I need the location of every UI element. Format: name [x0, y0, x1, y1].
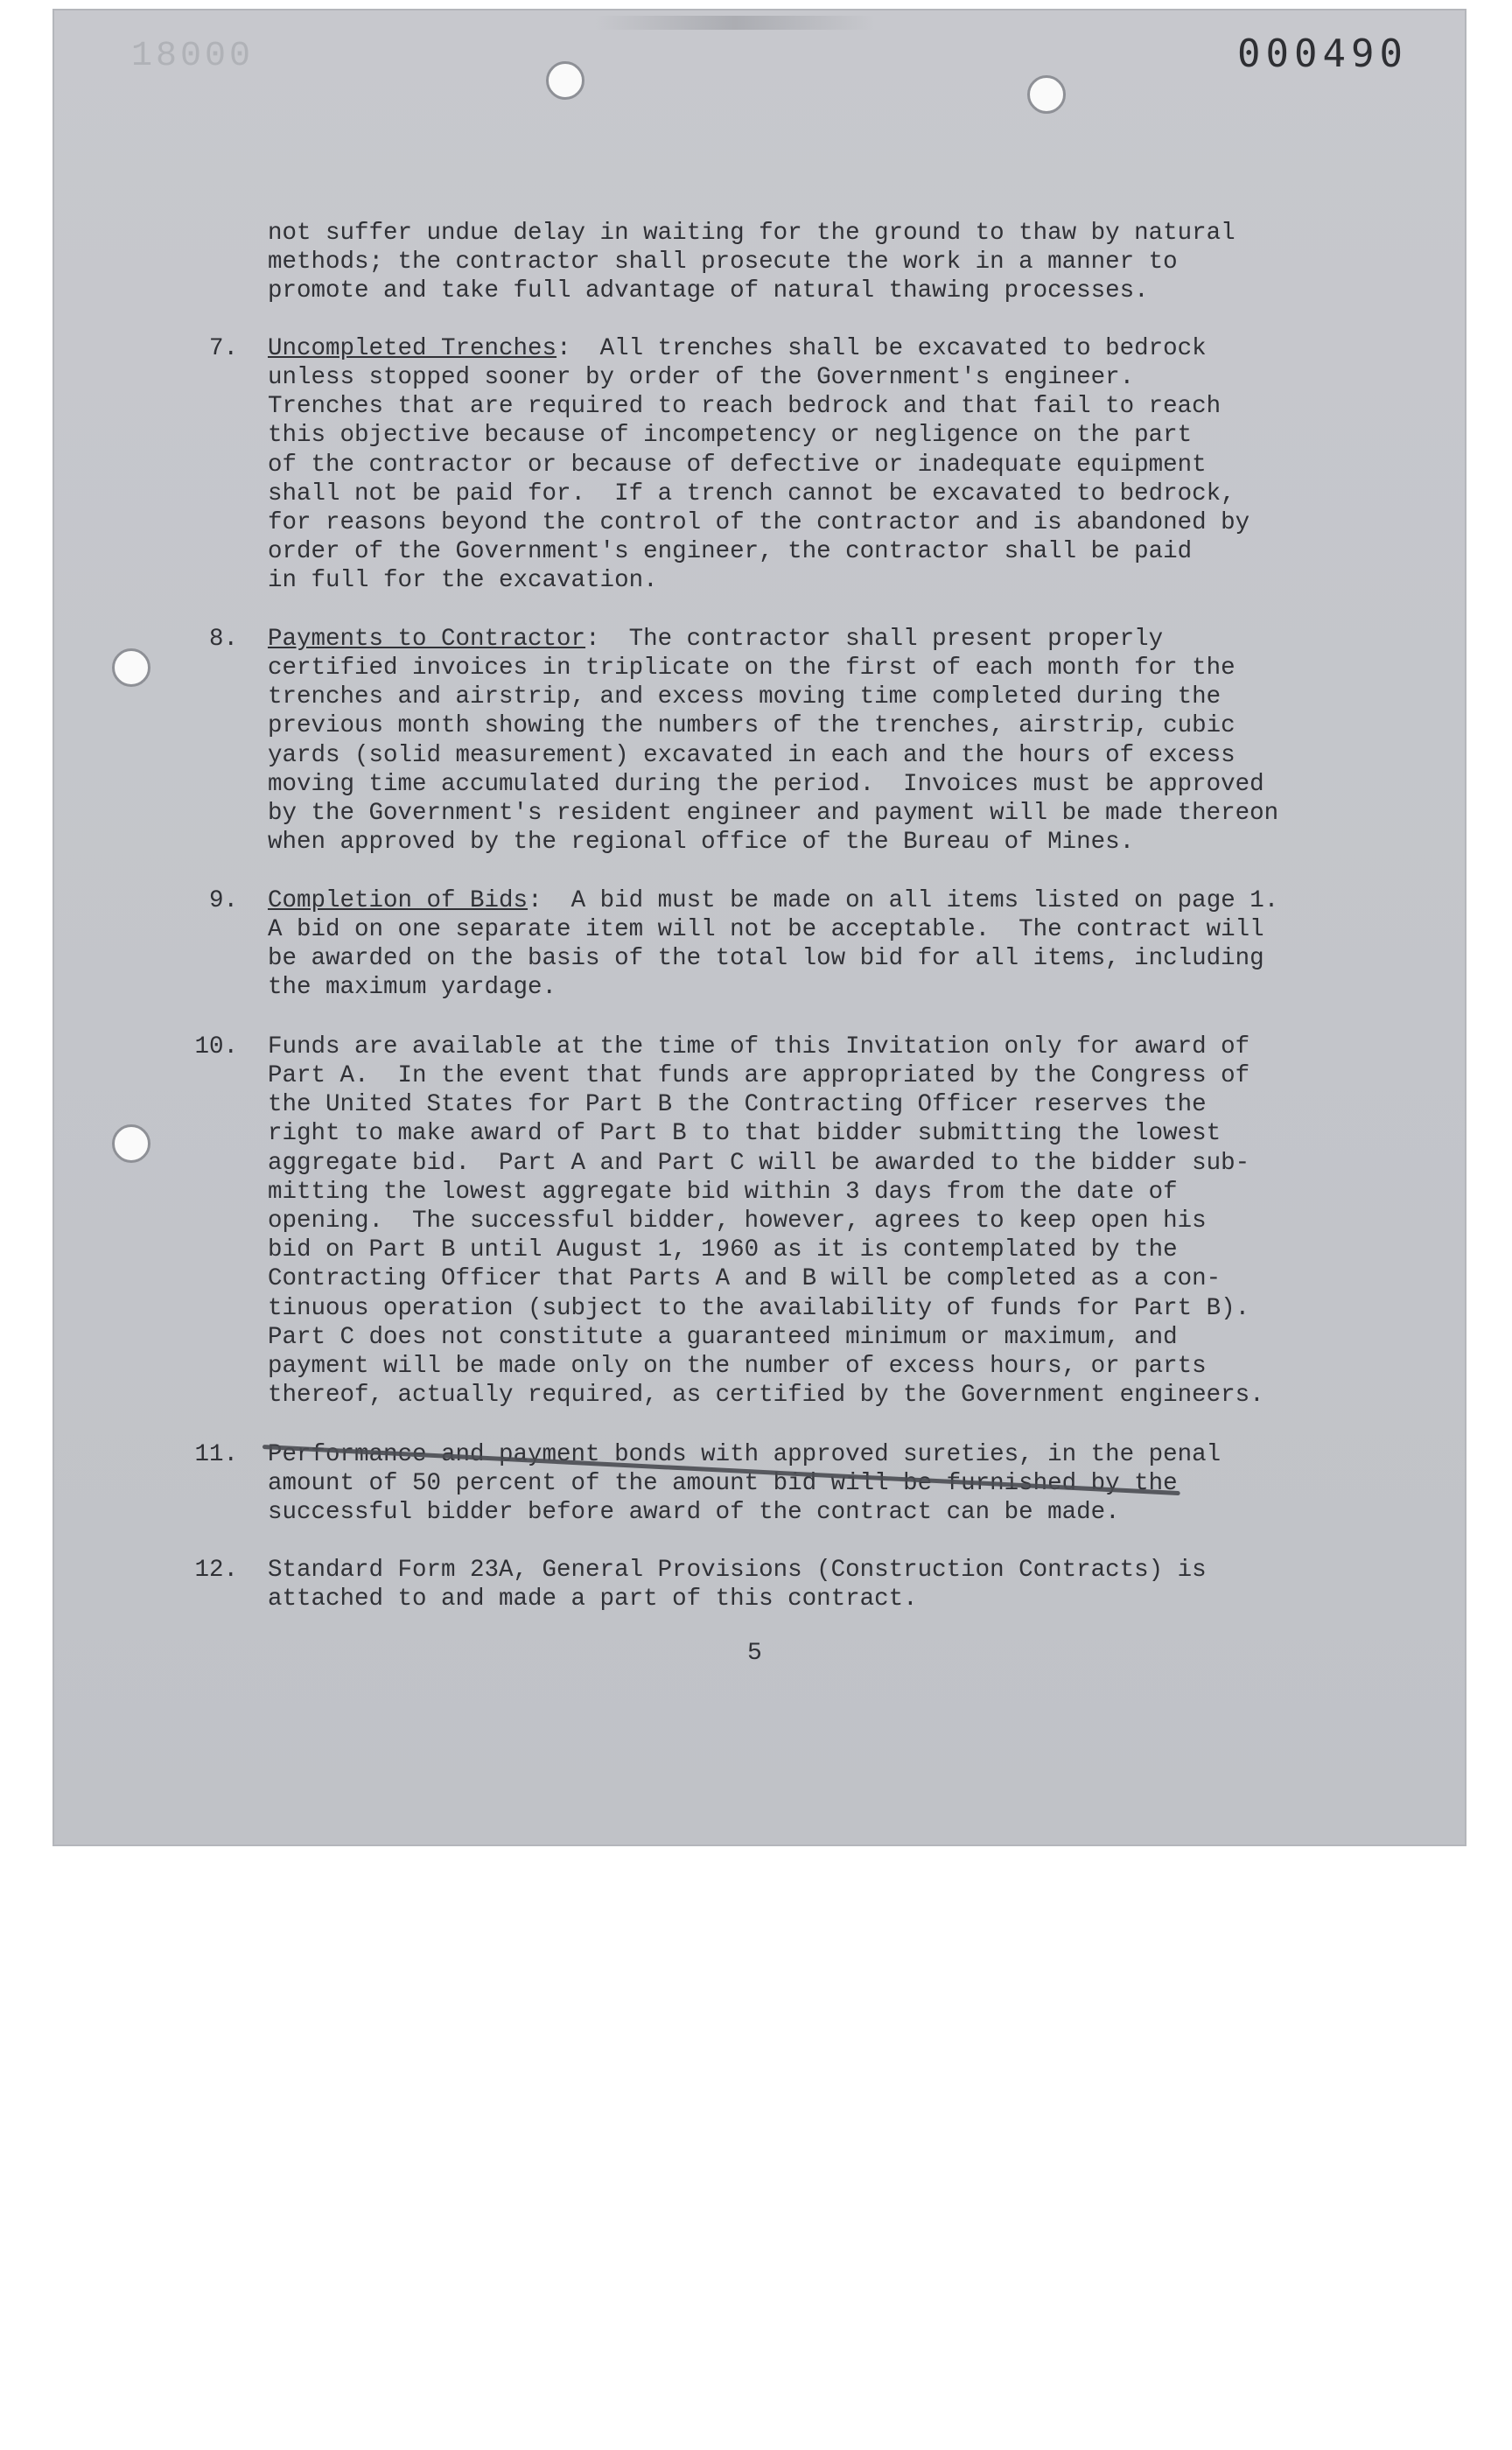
item-heading: Completion of Bids: [268, 887, 528, 914]
faint-stamp-mark: 18000: [131, 37, 255, 76]
scan-smudge: [595, 16, 875, 30]
item-first-line: Funds are available at the time of this Invitation only for award of: [268, 1033, 1250, 1060]
item-number: 7.: [208, 335, 238, 362]
item-first-line: [268, 625, 1335, 654]
item-first-line-text: : All trenches shall be excavated to bedrock: [556, 335, 1207, 362]
continuation-paragraph: not suffer undue delay in waiting for the ground to thaw by natural methods; the contractor shall prosecute the work in a manner to promote and take full advantage of natural thawing processes.: [268, 220, 1236, 305]
item-number: 8.: [208, 626, 238, 653]
item-body: attached to and made a part of this contract.: [268, 1586, 918, 1613]
item-number: 9.: [208, 887, 238, 914]
item-body: unless stopped sooner by order of the Government's engineer. Trenches that are required to reach bedrock and that fail to reach this objective because of incompetency or negligence on the part of the contractor or because of defective or inadequate equipment shall not be paid for. If a trench cannot be excavated to bedrock, for reasons beyond the control of the contractor and is abandoned by order of the Government's engineer, the contractor shall be paid in full for the excavation.: [268, 364, 1250, 595]
page-number: 5: [747, 1640, 762, 1667]
item-number: 10.: [194, 1033, 238, 1060]
document-number: 000490: [1237, 32, 1408, 76]
item-first-line: [268, 886, 1335, 915]
punch-hole-left-middle: [112, 648, 150, 687]
item-body: Part A. In the event that funds are appropriated by the Congress of the United States for Part B the Contracting Officer reserves the right to make award of Part B to that bidder submitting the lowest aggregate bid. Part A and Part C will be awarded to the bidder sub- mitting the lowest aggregate bid within 3 days from the date of opening. The successful bidder, however, agrees to keep open his bid on Part B until August 1, 1960 as it is contemplated by the Contracting Officer that Parts A and B will be completed as a con- tinuous operation (subject to the availability of funds for Part B). Part C does not constitute a guaranteed minimum or maximum, and payment will be made only on the number of excess hours, or parts thereof, actually required, as certified by the Government engineers.: [268, 1062, 1264, 1410]
item-body: A bid on one separate item will not be acceptable. The contract will be awarded on the basis of the total low bid for all items, including the maximum yardage.: [268, 916, 1264, 1002]
punch-hole-left-lower: [112, 1124, 150, 1163]
punch-hole-top-right: [1027, 75, 1066, 114]
item-first-line: Performance and payment bonds with approved sureties, in the penal: [268, 1441, 1222, 1468]
item-first-line: [268, 334, 1335, 363]
item-body: amount of 50 percent of the amount bid will be by the successful bidder before award of the contract can be made.: [268, 1470, 1178, 1527]
item-number: 11.: [194, 1441, 238, 1468]
item-body: certified invoices in triplicate on the first of each month for the trenches and airstrip, and excess moving time completed during the previous month showing the numbers of the trenches, airstrip, cubic yards (solid measurement) excavated in each and the hours of excess moving time accumulated during the period. Invoices must be approved by the Government's resident engineer and payment will be made thereon when approved by the regional office of the Bureau of Mines.: [268, 654, 1279, 857]
item-first-line-text: : The contractor shall present properly: [585, 626, 1164, 653]
item-first-line: Standard Form 23A, General Provisions (Construction Contracts) is: [268, 1557, 1207, 1584]
blank-margin: [0, 1862, 1512, 2450]
item-first-line-text: : A bid must be made on all items listed on page 1.: [528, 887, 1279, 914]
item-number: 12.: [194, 1557, 238, 1584]
item-heading: Uncompleted Trenches: [268, 335, 557, 362]
punch-hole-top-left: [546, 61, 584, 100]
item-heading: Payments to Contractor: [268, 626, 586, 653]
